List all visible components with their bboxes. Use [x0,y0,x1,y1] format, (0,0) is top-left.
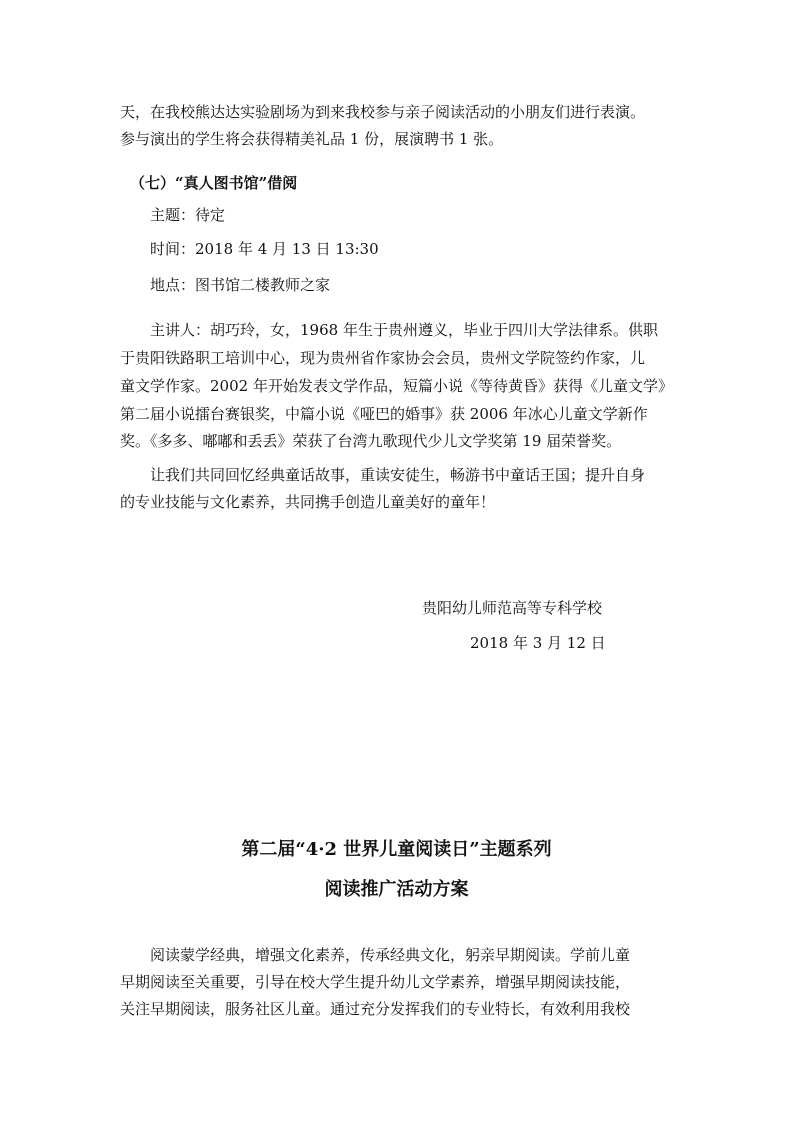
speaker-line: 第二届小说擂台赛银奖，中篇小说《哑巴的婚事》获 2006 年冰心儿童文学新作 [120,405,648,423]
intro-line: 阅读蒙学经典，增强文化素养，传承经典文化，躬亲早期阅读。学前儿童 [150,946,631,964]
speaker-line: 童文学作家。2002 年开始发表文学作品，短篇小说《等待黄昏》获得《儿童文学》 [120,377,673,395]
time-line: 时间：2018 年 4 月 13 日 13:30 [150,240,379,258]
closing-line: 让我们共同回忆经典童话故事，重读安徒生，畅游书中童话王国；提升自身 [150,466,646,484]
speaker-line: 主讲人：胡巧玲，女，1968 年生于贵州遵义，毕业于四川大学法律系。供职 [150,321,658,339]
continuation-line: 参与演出的学生将会获得精美礼品 1 份，展演聘书 1 张。 [120,130,504,148]
signature-org: 贵阳幼儿师范高等专科学校 [422,599,603,617]
speaker-line: 于贵阳铁路职工培训中心，现为贵州省作家协会会员，贵州文学院签约作家，儿 [120,349,646,367]
place-line: 地点：图书馆二楼教师之家 [150,276,331,294]
speaker-line: 奖。《多多、嘟嘟和丢丢》荣获了台湾九歌现代少儿文学奖第 19 届荣誉奖。 [120,432,622,450]
topic-line: 主题：待定 [150,206,226,224]
doc-title-line2: 阅读推广活动方案 [324,879,469,900]
doc-title-line1: 第二届“4·2 世界儿童阅读日”主题系列 [241,839,552,860]
continuation-line: 天，在我校熊达达实验剧场为到来我校参与亲子阅读活动的小朋友们进行表演。 [120,103,646,121]
signature-date: 2018 年 3 月 12 日 [470,634,606,652]
section-heading: （七）“真人图书馆”借阅 [130,174,298,192]
intro-line: 关注早期阅读，服务社区儿童。通过充分发挥我们的专业特长，有效利用我校 [120,1000,631,1018]
closing-line: 的专业技能与文化素养，共同携手创造儿童美好的童年！ [120,493,496,511]
intro-line: 早期阅读至关重要，引导在校大学生提升幼儿文学素养，增强早期阅读技能， [120,973,631,991]
